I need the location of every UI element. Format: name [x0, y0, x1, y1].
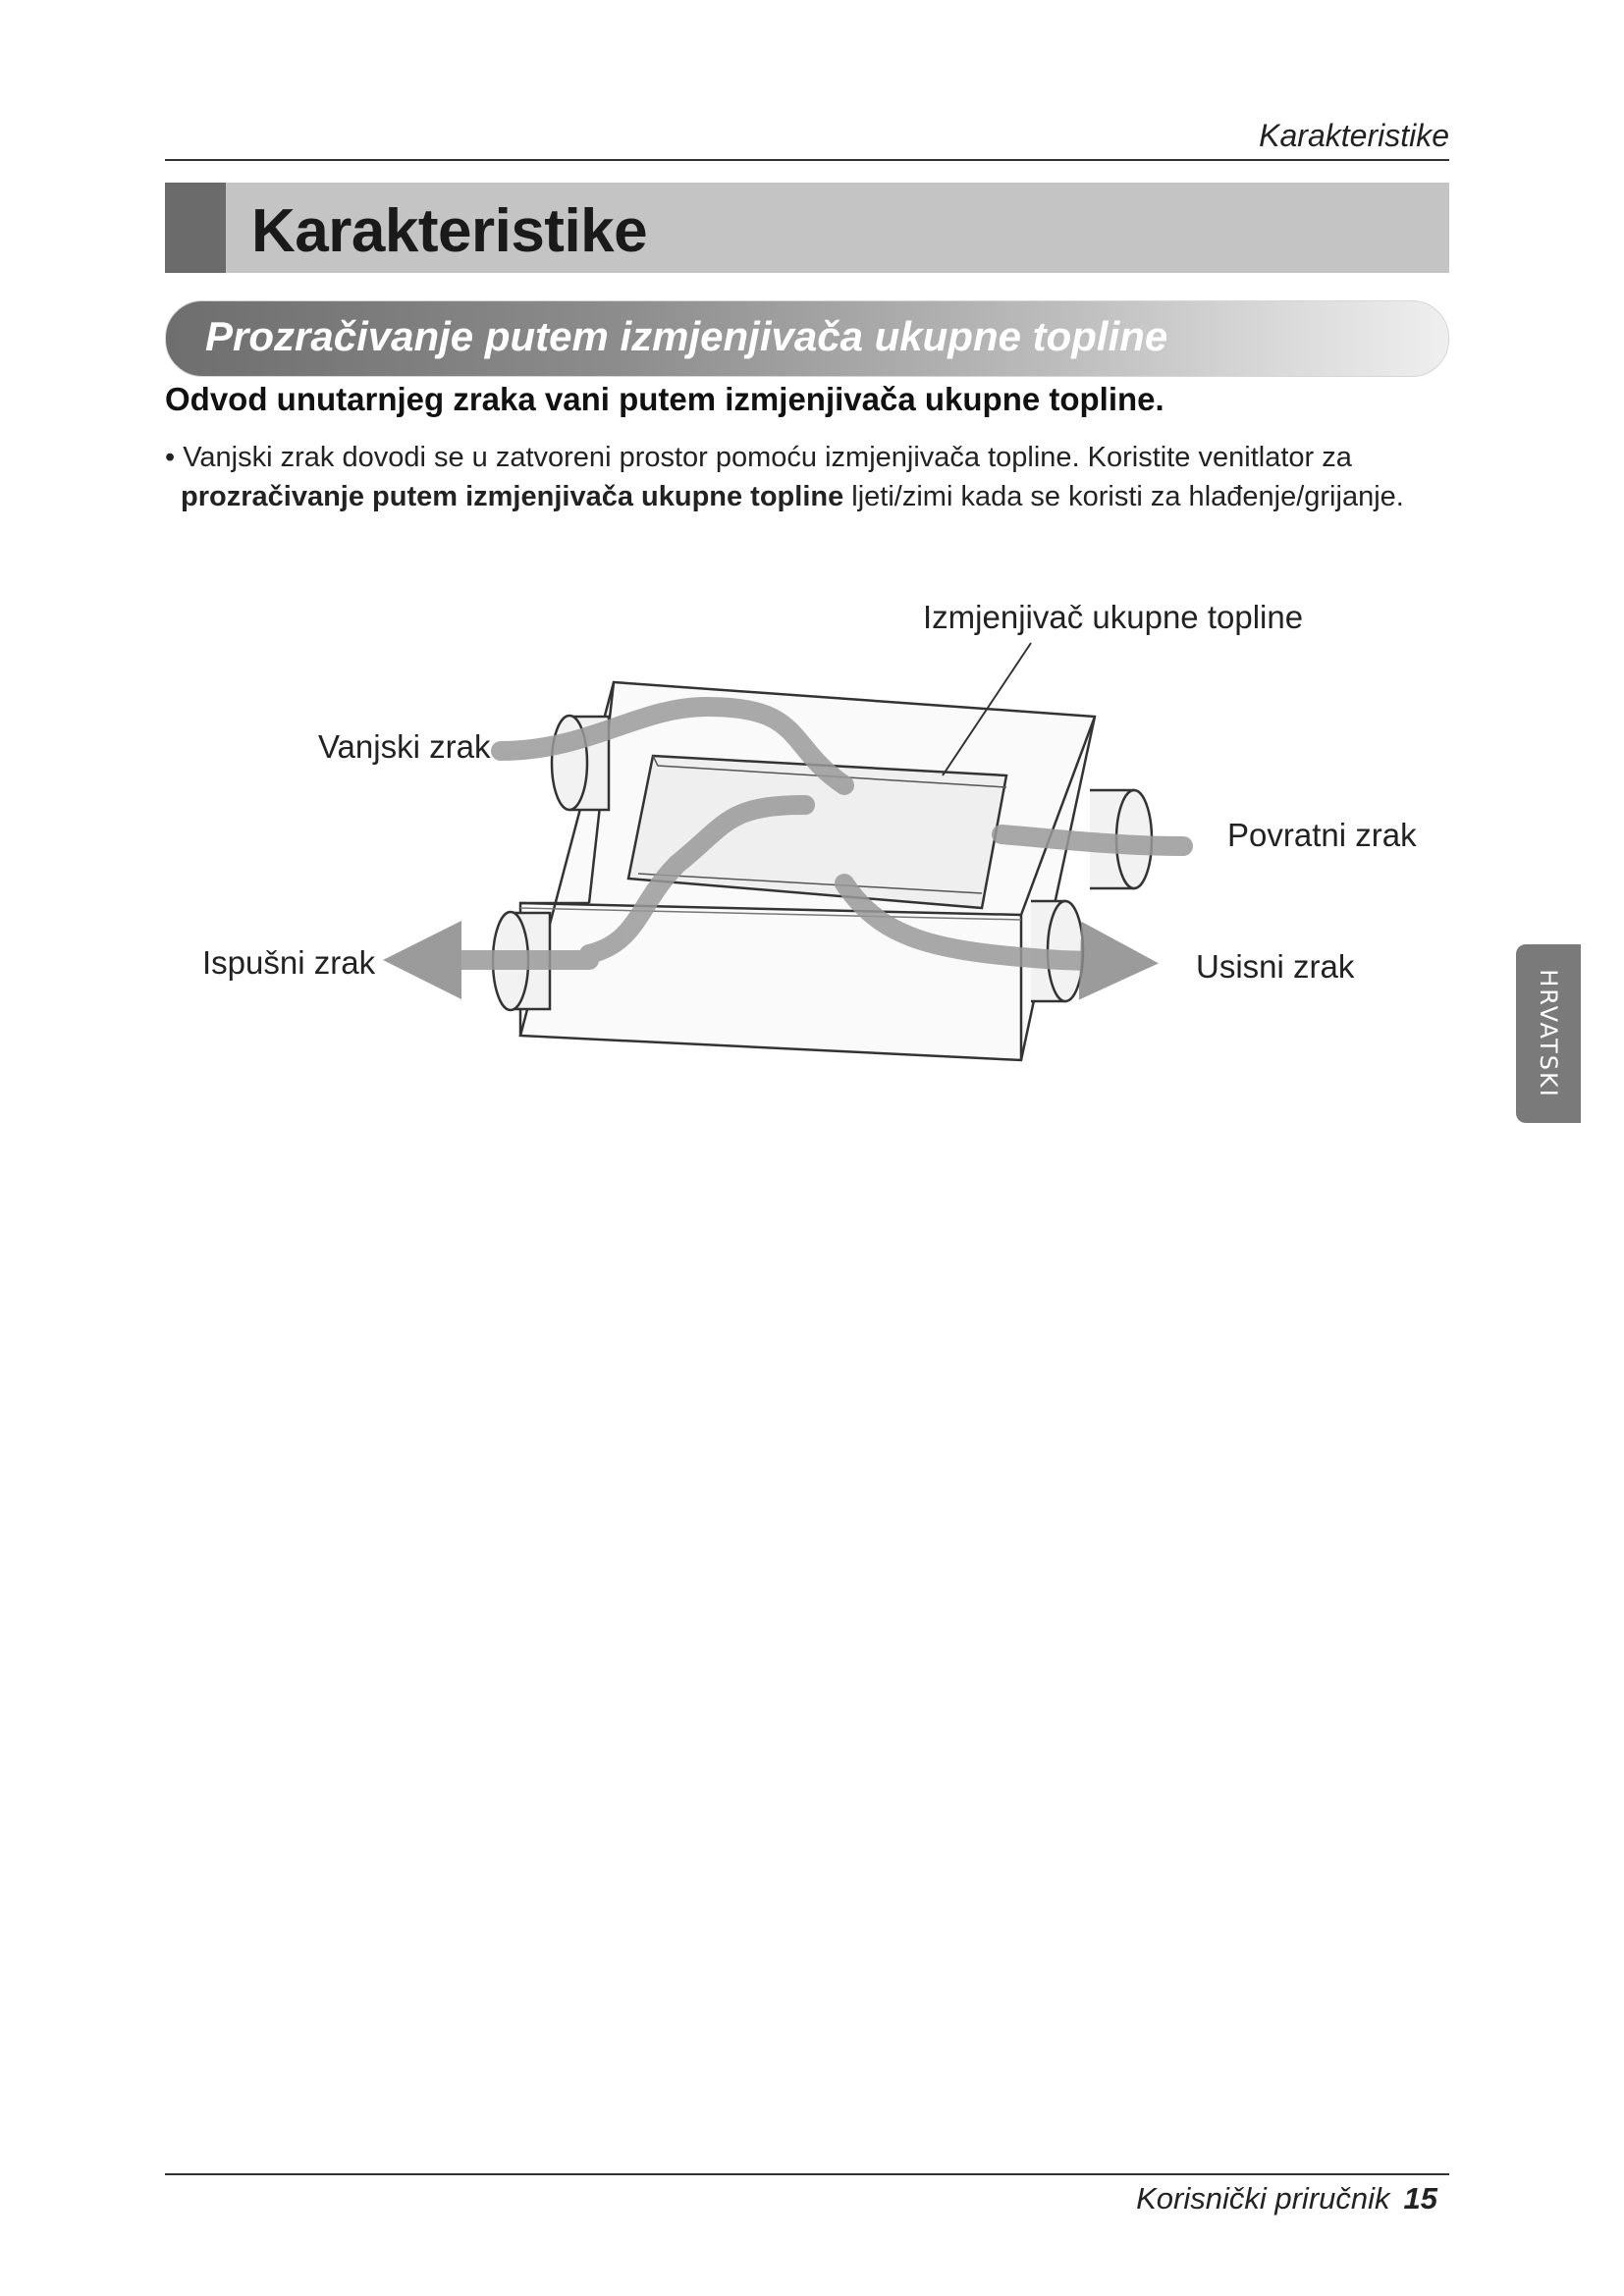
footer [1136, 2181, 1437, 2216]
ventilation-diagram [177, 569, 1453, 1119]
bullet: • [165, 442, 176, 473]
body-line-2 [165, 477, 1441, 516]
label-exchanger: Izmjenjivač ukupne topline [923, 599, 1304, 635]
footer-rule [165, 2173, 1449, 2175]
language-tab-label: HRVATSKI [1535, 969, 1562, 1098]
label-supply-air: Usisni zrak [1196, 948, 1355, 985]
label-return-air: Povratni zrak [1227, 817, 1417, 853]
header-rule [165, 159, 1449, 161]
page-title: Karakteristike [251, 197, 648, 265]
heat-exchanger-illustration [177, 569, 1453, 1119]
body-bold-term: prozračivanje putem izmjenjivača ukupne topline [181, 481, 844, 512]
label-outdoor-air: Vanjski zrak [318, 728, 491, 765]
airflow-return-to-exhaust [1001, 834, 1183, 846]
body-paragraph [165, 438, 1441, 516]
page-number: 15 [1403, 2181, 1437, 2216]
subheading: Odvod unutarnjeg zraka vani putem izmjenjivača ukupne topline. [165, 381, 1164, 417]
language-side-tab [1516, 944, 1581, 1123]
section-title: Prozračivanje putem izmjenjivača ukupne topline [205, 313, 1168, 359]
label-exhaust-air: Ispušni zrak [202, 944, 376, 981]
body-text-line-1: Vanjski zrak dovodi se u zatvoreni prostor pomoću izmjenjivača topline. Koristite venitlator za [183, 442, 1352, 473]
footer-manual-title: Korisnički priručnik [1136, 2181, 1390, 2216]
running-header: Karakteristike [1259, 118, 1449, 153]
body-line-1 [165, 438, 1441, 477]
section-bar [165, 300, 1449, 377]
title-block-marker [165, 183, 226, 273]
title-band [165, 183, 1449, 273]
body-text-line-2: ljeti/zimi kada se koristi za hlađenje/grijanje. [843, 481, 1404, 512]
